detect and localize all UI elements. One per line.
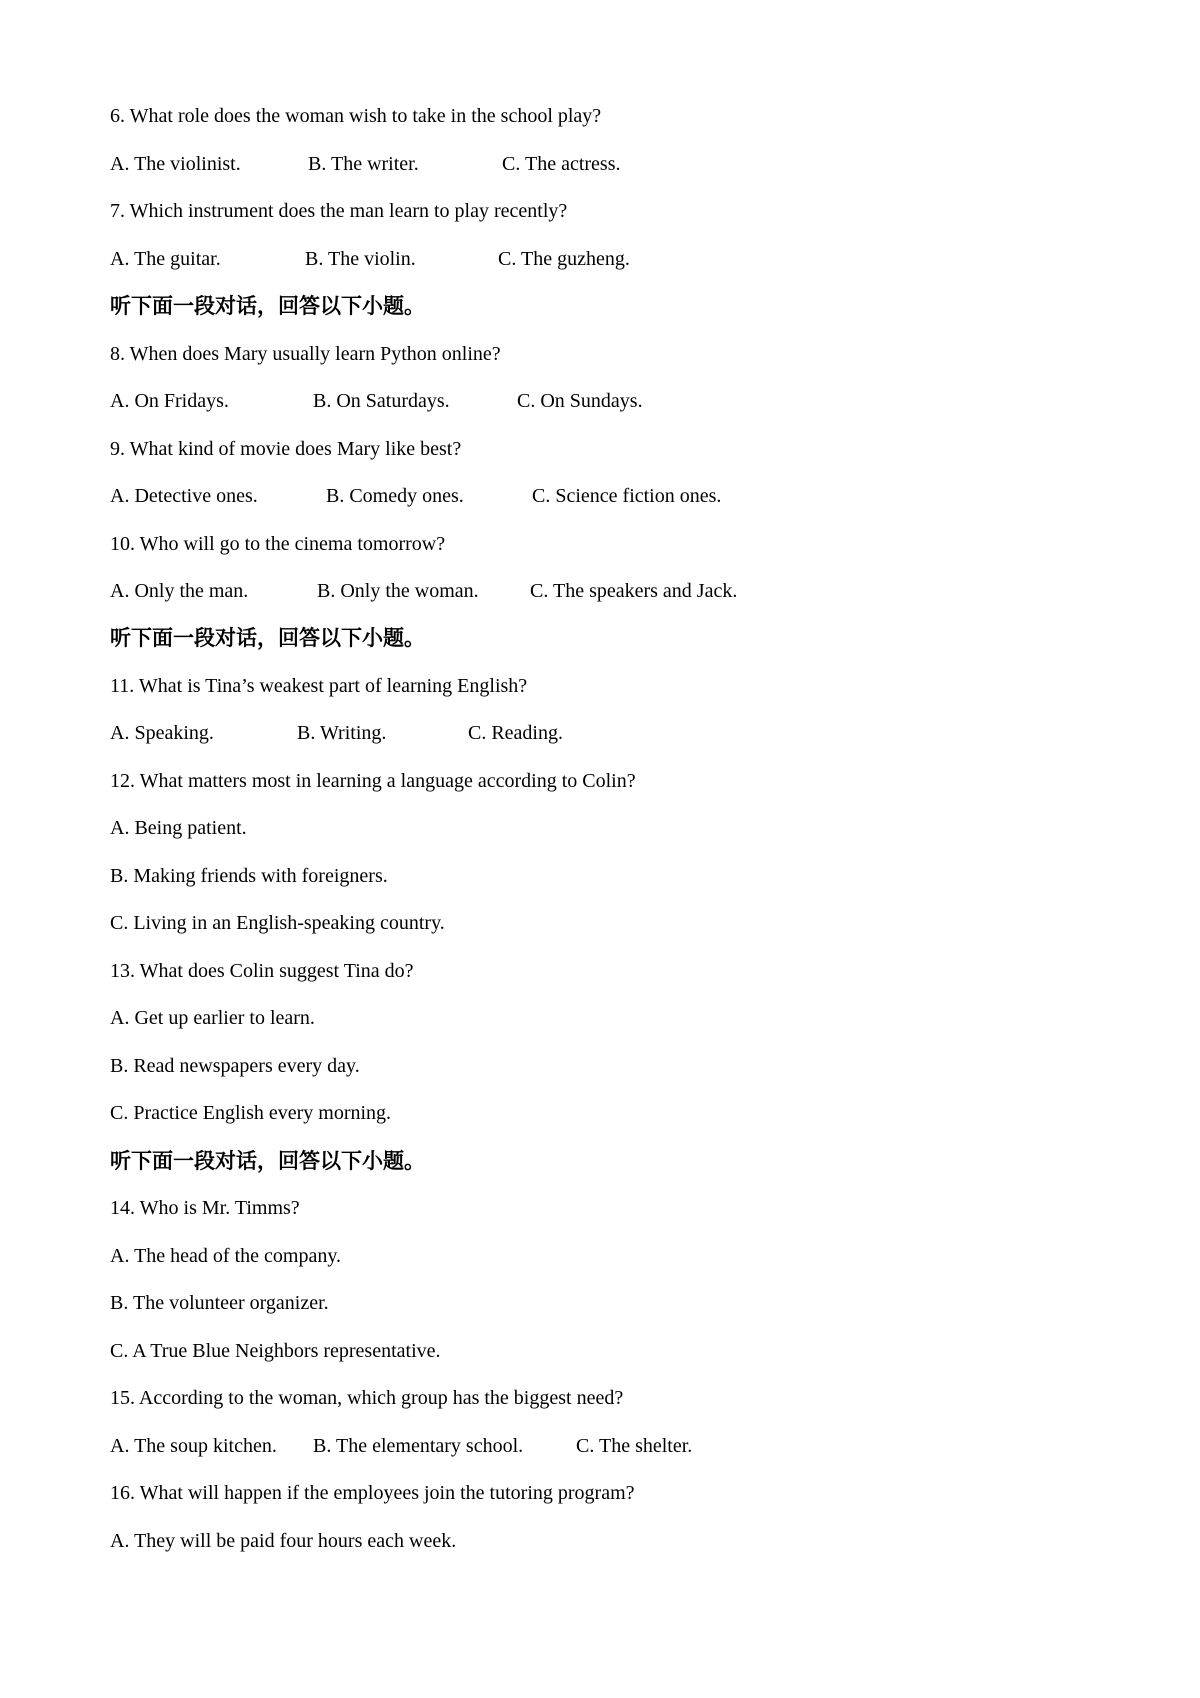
- option-b: B. The violin.: [305, 248, 416, 270]
- question-6: 6. What role does the woman wish to take in the school play?: [110, 105, 602, 127]
- option-c: C. The speakers and Jack.: [530, 580, 738, 602]
- question-16: 16. What will happen if the employees join the tutoring program?: [110, 1482, 635, 1504]
- question-7: 7. Which instrument does the man learn to play recently?: [110, 200, 568, 222]
- section-heading: 听下面一段对话，回答以下小题。: [110, 294, 425, 318]
- option-c: C. The guzheng.: [498, 248, 630, 270]
- option-c: C. Reading.: [468, 722, 563, 744]
- question-9: 9. What kind of movie does Mary like best?: [110, 438, 462, 460]
- question-13: 13. What does Colin suggest Tina do?: [110, 960, 414, 982]
- option-c: C. Science fiction ones.: [532, 485, 722, 507]
- option-b: B. Writing.: [297, 722, 387, 744]
- question-12: 12. What matters most in learning a language according to Colin?: [110, 770, 636, 792]
- option-a: A. The guitar.: [110, 248, 221, 270]
- section-heading: 听下面一段对话，回答以下小题。: [110, 626, 425, 650]
- question-10: 10. Who will go to the cinema tomorrow?: [110, 533, 446, 555]
- question-10-options: [110, 579, 1010, 603]
- question-6-options: [110, 152, 1010, 176]
- option-a: A. Only the man.: [110, 580, 249, 602]
- option-b: B. Read newspapers every day.: [110, 1055, 360, 1077]
- question-15-options: [110, 1434, 1010, 1458]
- question-11-options: [110, 721, 1010, 745]
- option-c: C. The actress.: [502, 153, 621, 175]
- section-heading: 听下面一段对话，回答以下小题。: [110, 1149, 425, 1173]
- option-a: A. Speaking.: [110, 722, 214, 744]
- question-9-options: [110, 484, 1010, 508]
- option-b: B. Only the woman.: [317, 580, 479, 602]
- option-a: A. The violinist.: [110, 153, 241, 175]
- option-a: A. The soup kitchen.: [110, 1435, 277, 1457]
- question-14: 14. Who is Mr. Timms?: [110, 1197, 300, 1219]
- option-b: B. The writer.: [308, 153, 419, 175]
- question-8-options: [110, 389, 1010, 413]
- option-a: A. Detective ones.: [110, 485, 258, 507]
- question-8: 8. When does Mary usually learn Python online?: [110, 343, 501, 365]
- option-a: A. Being patient.: [110, 817, 247, 839]
- option-b: B. On Saturdays.: [313, 390, 450, 412]
- option-c: C. The shelter.: [576, 1435, 693, 1457]
- option-b: B. The elementary school.: [313, 1435, 524, 1457]
- option-b: B. Making friends with foreigners.: [110, 865, 388, 887]
- option-a: A. They will be paid four hours each week.: [110, 1530, 457, 1552]
- option-c: C. A True Blue Neighbors representative.: [110, 1340, 441, 1362]
- question-15: 15. According to the woman, which group has the biggest need?: [110, 1387, 624, 1409]
- option-c: C. On Sundays.: [517, 390, 643, 412]
- question-11: 11. What is Tina’s weakest part of learning English?: [110, 675, 528, 697]
- option-b: B. The volunteer organizer.: [110, 1292, 329, 1314]
- option-a: A. The head of the company.: [110, 1245, 342, 1267]
- option-a: A. On Fridays.: [110, 390, 229, 412]
- option-b: B. Comedy ones.: [326, 485, 464, 507]
- option-c: C. Living in an English-speaking country.: [110, 912, 445, 934]
- option-c: C. Practice English every morning.: [110, 1102, 392, 1124]
- question-7-options: [110, 247, 1010, 271]
- option-a: A. Get up earlier to learn.: [110, 1007, 315, 1029]
